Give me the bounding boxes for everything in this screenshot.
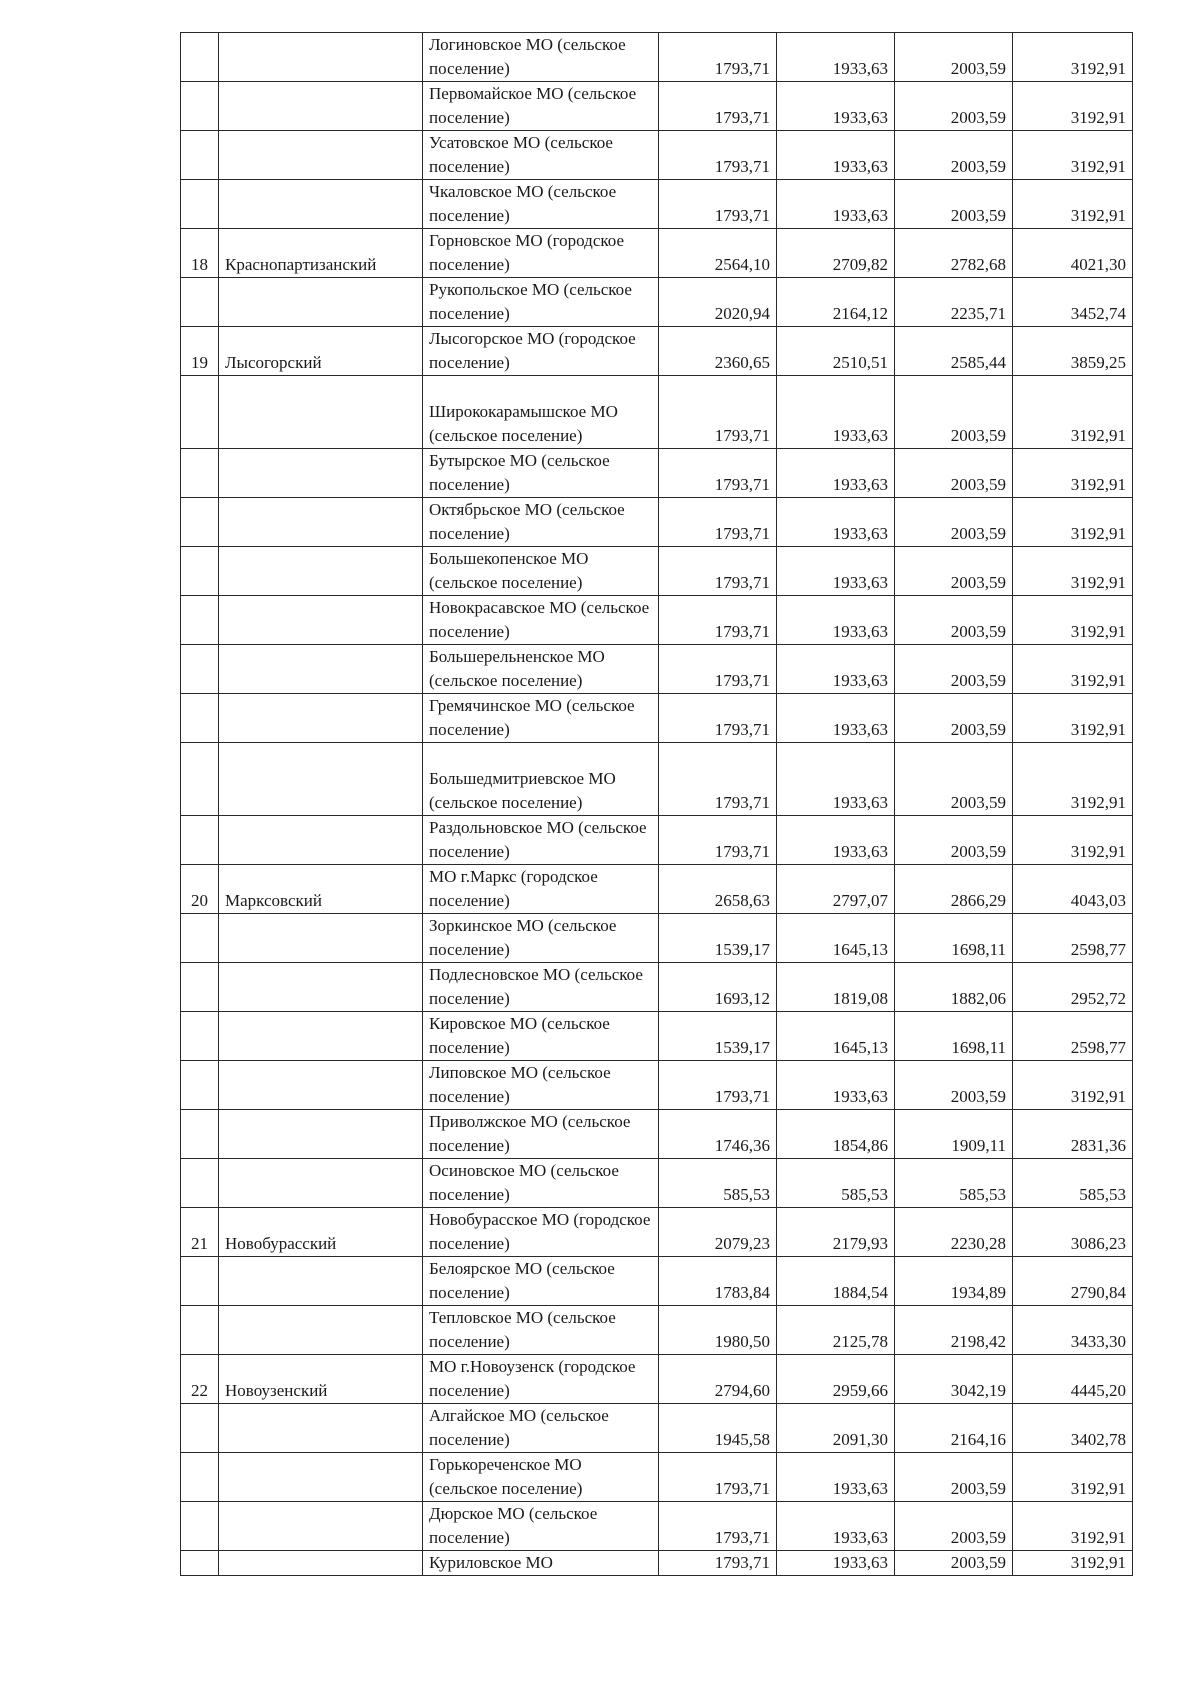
value-col-4: 3192,91 — [1013, 449, 1133, 498]
value-col-4: 2598,77 — [1013, 914, 1133, 963]
value-col-2: 1645,13 — [777, 914, 895, 963]
table-row — [181, 1061, 1133, 1110]
value-col-2: 1933,63 — [777, 1453, 895, 1502]
value-col-2: 2164,12 — [777, 278, 895, 327]
value-col-1: 1945,58 — [659, 1404, 777, 1453]
value-col-1: 1793,71 — [659, 449, 777, 498]
value-col-3: 1698,11 — [895, 1012, 1013, 1061]
district-name — [219, 963, 423, 1012]
row-number — [181, 1453, 219, 1502]
district-name — [219, 1159, 423, 1208]
row-number — [181, 1551, 219, 1576]
value-col-3: 2782,68 — [895, 229, 1013, 278]
value-col-1: 1793,71 — [659, 82, 777, 131]
value-col-1: 1539,17 — [659, 1012, 777, 1061]
district-name: Лысогорский — [219, 327, 423, 376]
value-col-4: 3192,91 — [1013, 645, 1133, 694]
value-col-2: 2091,30 — [777, 1404, 895, 1453]
value-col-1: 2079,23 — [659, 1208, 777, 1257]
row-number — [181, 449, 219, 498]
value-col-3: 2003,59 — [895, 1453, 1013, 1502]
municipality-name: Горькореченское МО (сельское поселение) — [423, 1453, 659, 1502]
value-col-1: 585,53 — [659, 1159, 777, 1208]
value-col-4: 3192,91 — [1013, 1551, 1133, 1576]
district-name — [219, 694, 423, 743]
value-col-4: 3192,91 — [1013, 33, 1133, 82]
value-col-2: 1933,63 — [777, 33, 895, 82]
value-col-3: 3042,19 — [895, 1355, 1013, 1404]
municipality-name: Зоркинское МО (сельское поселение) — [423, 914, 659, 963]
value-col-2: 2797,07 — [777, 865, 895, 914]
municipality-name: Бутырское МО (сельское поселение) — [423, 449, 659, 498]
value-col-3: 1909,11 — [895, 1110, 1013, 1159]
row-number — [181, 1110, 219, 1159]
row-number: 21 — [181, 1208, 219, 1257]
row-number — [181, 1012, 219, 1061]
district-name: Новобурасский — [219, 1208, 423, 1257]
value-col-1: 1793,71 — [659, 1551, 777, 1576]
value-col-4: 3086,23 — [1013, 1208, 1133, 1257]
tariff-table — [180, 32, 1133, 1576]
row-number — [181, 1502, 219, 1551]
value-col-1: 2360,65 — [659, 327, 777, 376]
value-col-4: 2790,84 — [1013, 1257, 1133, 1306]
value-col-1: 1793,71 — [659, 547, 777, 596]
value-col-4: 2598,77 — [1013, 1012, 1133, 1061]
value-col-4: 3192,91 — [1013, 1502, 1133, 1551]
value-col-3: 585,53 — [895, 1159, 1013, 1208]
district-name — [219, 1502, 423, 1551]
row-number — [181, 596, 219, 645]
row-number: 22 — [181, 1355, 219, 1404]
value-col-2: 1933,63 — [777, 1502, 895, 1551]
value-col-2: 2709,82 — [777, 229, 895, 278]
value-col-4: 3192,91 — [1013, 547, 1133, 596]
row-number — [181, 1306, 219, 1355]
value-col-4: 4043,03 — [1013, 865, 1133, 914]
district-name — [219, 547, 423, 596]
municipality-name: Ширококарамышское МО (сельское поселение) — [423, 376, 659, 449]
row-number: 20 — [181, 865, 219, 914]
value-col-2: 2510,51 — [777, 327, 895, 376]
municipality-name: Лысогорское МО (городское поселение) — [423, 327, 659, 376]
row-number: 18 — [181, 229, 219, 278]
value-col-4: 2952,72 — [1013, 963, 1133, 1012]
district-name: Марксовский — [219, 865, 423, 914]
row-number — [181, 82, 219, 131]
table-row — [181, 1257, 1133, 1306]
row-number — [181, 694, 219, 743]
value-col-3: 2164,16 — [895, 1404, 1013, 1453]
district-name — [219, 498, 423, 547]
value-col-2: 1933,63 — [777, 547, 895, 596]
value-col-3: 2003,59 — [895, 694, 1013, 743]
district-name — [219, 645, 423, 694]
row-number — [181, 180, 219, 229]
district-name — [219, 1551, 423, 1576]
municipality-name: Чкаловское МО (сельское поселение) — [423, 180, 659, 229]
table-row — [181, 278, 1133, 327]
district-name — [219, 743, 423, 816]
value-col-3: 2585,44 — [895, 327, 1013, 376]
value-col-1: 1793,71 — [659, 498, 777, 547]
value-col-1: 1793,71 — [659, 1502, 777, 1551]
district-name — [219, 1306, 423, 1355]
value-col-1: 1746,36 — [659, 1110, 777, 1159]
value-col-2: 1933,63 — [777, 694, 895, 743]
municipality-name: Кировское МО (сельское поселение) — [423, 1012, 659, 1061]
value-col-3: 2003,59 — [895, 743, 1013, 816]
value-col-4: 3192,91 — [1013, 596, 1133, 645]
value-col-4: 3192,91 — [1013, 376, 1133, 449]
row-number: 19 — [181, 327, 219, 376]
table-row — [181, 816, 1133, 865]
value-col-3: 2230,28 — [895, 1208, 1013, 1257]
municipality-name: Новобурасское МО (городское поселение) — [423, 1208, 659, 1257]
municipality-name: Дюрское МО (сельское поселение) — [423, 1502, 659, 1551]
value-col-3: 2003,59 — [895, 33, 1013, 82]
value-col-4: 3192,91 — [1013, 498, 1133, 547]
municipality-name: Горновское МО (городское поселение) — [423, 229, 659, 278]
municipality-name: Тепловское МО (сельское поселение) — [423, 1306, 659, 1355]
value-col-1: 1793,71 — [659, 1061, 777, 1110]
municipality-name: Белоярское МО (сельское поселение) — [423, 1257, 659, 1306]
value-col-4: 585,53 — [1013, 1159, 1133, 1208]
district-name — [219, 1110, 423, 1159]
value-col-4: 3192,91 — [1013, 1453, 1133, 1502]
district-name — [219, 1404, 423, 1453]
value-col-3: 2003,59 — [895, 449, 1013, 498]
value-col-1: 1693,12 — [659, 963, 777, 1012]
value-col-1: 1793,71 — [659, 131, 777, 180]
value-col-2: 1819,08 — [777, 963, 895, 1012]
municipality-name: Большерельненское МО (сельское поселение) — [423, 645, 659, 694]
row-number — [181, 816, 219, 865]
value-col-2: 1933,63 — [777, 449, 895, 498]
value-col-3: 2198,42 — [895, 1306, 1013, 1355]
table-row — [181, 82, 1133, 131]
value-col-2: 1933,63 — [777, 596, 895, 645]
value-col-3: 2003,59 — [895, 816, 1013, 865]
table-row — [181, 449, 1133, 498]
district-name — [219, 131, 423, 180]
value-col-1: 1539,17 — [659, 914, 777, 963]
district-name — [219, 82, 423, 131]
table-row — [181, 1502, 1133, 1551]
value-col-3: 2003,59 — [895, 645, 1013, 694]
value-col-4: 3192,91 — [1013, 1061, 1133, 1110]
value-col-3: 1698,11 — [895, 914, 1013, 963]
value-col-1: 2020,94 — [659, 278, 777, 327]
table-row — [181, 1306, 1133, 1355]
table-row — [181, 1551, 1133, 1576]
table-row — [181, 645, 1133, 694]
municipality-name: Логиновское МО (сельское поселение) — [423, 33, 659, 82]
municipality-name: Липовское МО (сельское поселение) — [423, 1061, 659, 1110]
value-col-2: 1884,54 — [777, 1257, 895, 1306]
value-col-4: 3452,74 — [1013, 278, 1133, 327]
value-col-1: 2794,60 — [659, 1355, 777, 1404]
municipality-name: Большедмитриевское МО (сельское поселение) — [423, 743, 659, 816]
value-col-3: 2003,59 — [895, 498, 1013, 547]
district-name: Новоузенский — [219, 1355, 423, 1404]
municipality-name: Новокрасавское МО (сельское поселение) — [423, 596, 659, 645]
municipality-name: Гремячинское МО (сельское поселение) — [423, 694, 659, 743]
value-col-1: 1783,84 — [659, 1257, 777, 1306]
table-row — [181, 914, 1133, 963]
value-col-3: 2003,59 — [895, 82, 1013, 131]
municipality-name: Осиновское МО (сельское поселение) — [423, 1159, 659, 1208]
table-row — [181, 547, 1133, 596]
value-col-1: 1793,71 — [659, 816, 777, 865]
value-col-1: 2658,63 — [659, 865, 777, 914]
table-row — [181, 694, 1133, 743]
value-col-4: 4445,20 — [1013, 1355, 1133, 1404]
table-row — [181, 229, 1133, 278]
value-col-3: 2003,59 — [895, 596, 1013, 645]
value-col-2: 1854,86 — [777, 1110, 895, 1159]
value-col-4: 3192,91 — [1013, 180, 1133, 229]
value-col-3: 2235,71 — [895, 278, 1013, 327]
table-row — [181, 865, 1133, 914]
value-col-4: 3402,78 — [1013, 1404, 1133, 1453]
row-number — [181, 278, 219, 327]
value-col-1: 1793,71 — [659, 645, 777, 694]
value-col-2: 1933,63 — [777, 180, 895, 229]
municipality-name: Октябрьское МО (сельское поселение) — [423, 498, 659, 547]
table-row — [181, 1453, 1133, 1502]
value-col-1: 1793,71 — [659, 33, 777, 82]
value-col-2: 2959,66 — [777, 1355, 895, 1404]
value-col-2: 1933,63 — [777, 645, 895, 694]
value-col-2: 1933,63 — [777, 131, 895, 180]
value-col-3: 2003,59 — [895, 547, 1013, 596]
value-col-2: 1933,63 — [777, 376, 895, 449]
row-number — [181, 498, 219, 547]
municipality-name: Приволжское МО (сельское поселение) — [423, 1110, 659, 1159]
value-col-1: 1793,71 — [659, 1453, 777, 1502]
district-name — [219, 278, 423, 327]
district-name — [219, 376, 423, 449]
value-col-2: 1933,63 — [777, 498, 895, 547]
value-col-3: 2003,59 — [895, 1551, 1013, 1576]
municipality-name: МО г.Маркс (городское поселение) — [423, 865, 659, 914]
table-row — [181, 498, 1133, 547]
value-col-3: 1934,89 — [895, 1257, 1013, 1306]
value-col-2: 1933,63 — [777, 1551, 895, 1576]
row-number — [181, 547, 219, 596]
value-col-3: 2003,59 — [895, 1061, 1013, 1110]
table-row — [181, 596, 1133, 645]
value-col-2: 1933,63 — [777, 1061, 895, 1110]
value-col-4: 4021,30 — [1013, 229, 1133, 278]
value-col-3: 2003,59 — [895, 376, 1013, 449]
value-col-1: 1793,71 — [659, 596, 777, 645]
value-col-4: 3192,91 — [1013, 816, 1133, 865]
municipality-name: Алгайское МО (сельское поселение) — [423, 1404, 659, 1453]
value-col-3: 2866,29 — [895, 865, 1013, 914]
value-col-4: 3192,91 — [1013, 82, 1133, 131]
municipality-name: Рукопольское МО (сельское поселение) — [423, 278, 659, 327]
table-row — [181, 1159, 1133, 1208]
district-name — [219, 596, 423, 645]
table-body — [181, 33, 1133, 1576]
row-number — [181, 1257, 219, 1306]
municipality-name: Усатовское МО (сельское поселение) — [423, 131, 659, 180]
district-name — [219, 816, 423, 865]
row-number — [181, 914, 219, 963]
value-col-3: 2003,59 — [895, 1502, 1013, 1551]
municipality-name: Раздольновское МО (сельское поселение) — [423, 816, 659, 865]
row-number — [181, 376, 219, 449]
municipality-name: МО г.Новоузенск (городское поселение) — [423, 1355, 659, 1404]
table-row — [181, 1404, 1133, 1453]
value-col-2: 585,53 — [777, 1159, 895, 1208]
municipality-name: Большекопенское МО (сельское поселение) — [423, 547, 659, 596]
district-name: Краснопартизанский — [219, 229, 423, 278]
value-col-3: 1882,06 — [895, 963, 1013, 1012]
row-number — [181, 963, 219, 1012]
district-name — [219, 1061, 423, 1110]
value-col-2: 1645,13 — [777, 1012, 895, 1061]
table-row — [181, 131, 1133, 180]
value-col-2: 2179,93 — [777, 1208, 895, 1257]
district-name — [219, 1012, 423, 1061]
value-col-4: 3192,91 — [1013, 743, 1133, 816]
row-number — [181, 1159, 219, 1208]
table-row — [181, 180, 1133, 229]
value-col-1: 2564,10 — [659, 229, 777, 278]
row-number — [181, 645, 219, 694]
value-col-1: 1793,71 — [659, 694, 777, 743]
district-name — [219, 1257, 423, 1306]
value-col-3: 2003,59 — [895, 131, 1013, 180]
table-row — [181, 963, 1133, 1012]
district-name — [219, 33, 423, 82]
row-number — [181, 743, 219, 816]
row-number — [181, 33, 219, 82]
table-row — [181, 1208, 1133, 1257]
value-col-4: 3192,91 — [1013, 131, 1133, 180]
value-col-4: 2831,36 — [1013, 1110, 1133, 1159]
row-number — [181, 1061, 219, 1110]
value-col-4: 3859,25 — [1013, 327, 1133, 376]
municipality-name: Подлесновское МО (сельское поселение) — [423, 963, 659, 1012]
value-col-1: 1980,50 — [659, 1306, 777, 1355]
value-col-2: 1933,63 — [777, 82, 895, 131]
value-col-4: 3433,30 — [1013, 1306, 1133, 1355]
table-row — [181, 1110, 1133, 1159]
table-row — [181, 743, 1133, 816]
value-col-3: 2003,59 — [895, 180, 1013, 229]
row-number — [181, 1404, 219, 1453]
district-name — [219, 914, 423, 963]
district-name — [219, 449, 423, 498]
row-number — [181, 131, 219, 180]
table-row — [181, 376, 1133, 449]
municipality-name: Первомайское МО (сельское поселение) — [423, 82, 659, 131]
value-col-2: 2125,78 — [777, 1306, 895, 1355]
table-row — [181, 33, 1133, 82]
table-row — [181, 327, 1133, 376]
district-name — [219, 1453, 423, 1502]
table-row — [181, 1012, 1133, 1061]
value-col-1: 1793,71 — [659, 180, 777, 229]
municipality-name: Куриловское МО — [423, 1551, 659, 1576]
value-col-1: 1793,71 — [659, 743, 777, 816]
value-col-4: 3192,91 — [1013, 694, 1133, 743]
value-col-1: 1793,71 — [659, 376, 777, 449]
value-col-2: 1933,63 — [777, 816, 895, 865]
value-col-2: 1933,63 — [777, 743, 895, 816]
district-name — [219, 180, 423, 229]
table-row — [181, 1355, 1133, 1404]
